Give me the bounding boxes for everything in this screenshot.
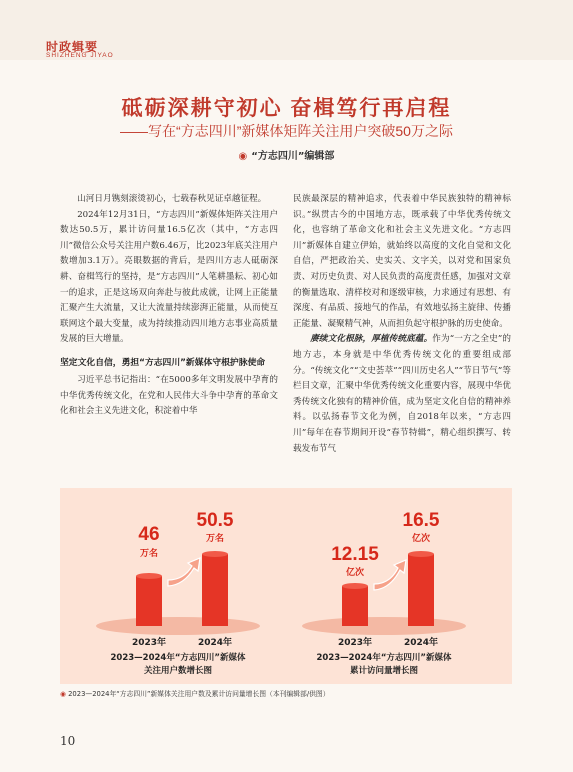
label-2023: 2023年	[337, 638, 373, 648]
bar-top	[408, 551, 434, 557]
value-2023: 12.15	[331, 544, 379, 565]
chart-visits	[302, 510, 466, 676]
section-tag: 时政辑要	[46, 40, 99, 54]
bar-2023	[136, 576, 162, 626]
caption-text: 2023—2024年“方志四川”新媒体关注用户数及累计访问量增长图（本刊编辑部/供图）	[68, 690, 330, 698]
unit-2024: 亿次	[411, 534, 431, 544]
chart-followers	[96, 510, 260, 676]
bar-2024	[202, 554, 228, 626]
section-heading: 坚定文化自信，勇担“方志四川”新媒体守根护脉使命	[60, 357, 266, 368]
chart-base	[96, 617, 260, 635]
right-column	[293, 192, 511, 457]
value-2024: 50.5	[196, 510, 234, 531]
article-subtitle: ——写在“方志四川”新媒体矩阵关注用户突破50万之际	[120, 123, 453, 139]
bar-top	[342, 583, 368, 589]
chart-title-line2: 关注用户数增长图	[143, 666, 213, 676]
figure-caption	[60, 688, 520, 698]
unit-2023: 亿次	[345, 568, 365, 578]
value-2024: 16.5	[402, 510, 440, 531]
article-title: 砥砺深耕守初心 奋楫笃行再启程	[121, 97, 452, 120]
bar-2023	[342, 586, 368, 626]
paragraph-text: 作为“一方之全史”的地方志，本身就是中华优秀传统文化的重要组成部分。“传统文化”“文史荟萃”“四川历史名人”“节日节气”等栏目文章，汇聚中华优秀传统文化重要内容，展现中华优秀传统文化独有的精神价值，成为坚定文化自信的精神养料。以弘扬春节文化为例，自2018年以来，“方志四川”每年在春节期间开设“春节特辑”，精心组织撰写、转载发布节气	[293, 334, 511, 454]
growth-charts-svg	[60, 488, 512, 684]
bar-top	[202, 551, 228, 557]
paragraph: 民族最深层的精神追求，代表着中华民族独特的精神标识。”纵贯古今的中国地方志，既承载了中华优秀传统文化，也容纳了革命文化和社会主义先进文化。“方志四川”新媒体自建立伊始，就始终以高度的文化自觉和文化自信，严把政治关、史实关、文字关，以对党和国家负责、对历史负责、对人民负责的高度责任感，加强对文章的衡量选取、清样校对和逐级审核，力求通过有思想、有深度、有品质、接地气的作品，有效地弘扬主旋律、传播正能量、凝聚精气神，从而担负起守根护脉的历史使命。	[293, 194, 511, 329]
bullet-icon: ◉	[238, 151, 248, 162]
growth-arrow-icon	[168, 558, 200, 586]
section-pinyin: SHIZHENG JIYAO	[46, 52, 114, 59]
growth-arrow-icon	[374, 560, 406, 590]
label-2024: 2024年	[197, 638, 233, 648]
unit-2023: 万名	[139, 549, 159, 559]
unit-2024: 万名	[205, 534, 225, 544]
bar-2024	[408, 554, 434, 626]
byline-text: “方志四川”编辑部	[251, 151, 335, 162]
label-2023: 2023年	[131, 638, 167, 648]
chart-title-line2: 累计访问量增长图	[349, 666, 419, 676]
value-2023: 46	[138, 524, 160, 545]
growth-figure	[60, 488, 512, 684]
paragraph: 2024年12月31日，“方志四川”新媒体矩阵关注用户数达50.5万，累计访问量16.5亿次（其中，“方志四川”微信公众号关注用户数6.46万，比2023年底关注用户数增加3.1万）。亮眼数据的背后，是四川方志人砥砺深耕、奋楫笃行的坚持，是“方志四川”人笔耕墨耘、初心如一的追求，正是这场双向奔赴与彼此成就，让网上正能量汇聚产生大流量，又让大流量持续澎湃正能量，从而使互联网这个最大变量，成为持续推动四川地方志事业高质量发展的巨大增量。	[60, 209, 278, 345]
bar-top	[136, 573, 162, 579]
bullet-icon: ◉	[60, 690, 69, 698]
left-column	[60, 192, 278, 420]
chart-title-line1: 2023—2024年“方志四川”新媒体	[316, 653, 452, 663]
byline	[0, 147, 573, 162]
paragraph	[293, 332, 511, 457]
paragraph: 山河日月镌刻滚烫初心，七载春秋见证卓越征程。	[77, 194, 267, 204]
chart-base	[302, 617, 466, 635]
label-2024: 2024年	[403, 638, 439, 648]
chart-title-line1: 2023—2024年“方志四川”新媒体	[110, 653, 246, 663]
paragraph: 习近平总书记指出：“在5000多年文明发展中孕育的中华优秀传统文化，在党和人民伟大斗争中孕育的革命文化和社会主义先进文化，积淀着中华	[60, 374, 278, 417]
paragraph-lead: 赓续文化根脉，厚植传统底蕴。	[310, 334, 433, 345]
page-number: 10	[60, 734, 76, 748]
